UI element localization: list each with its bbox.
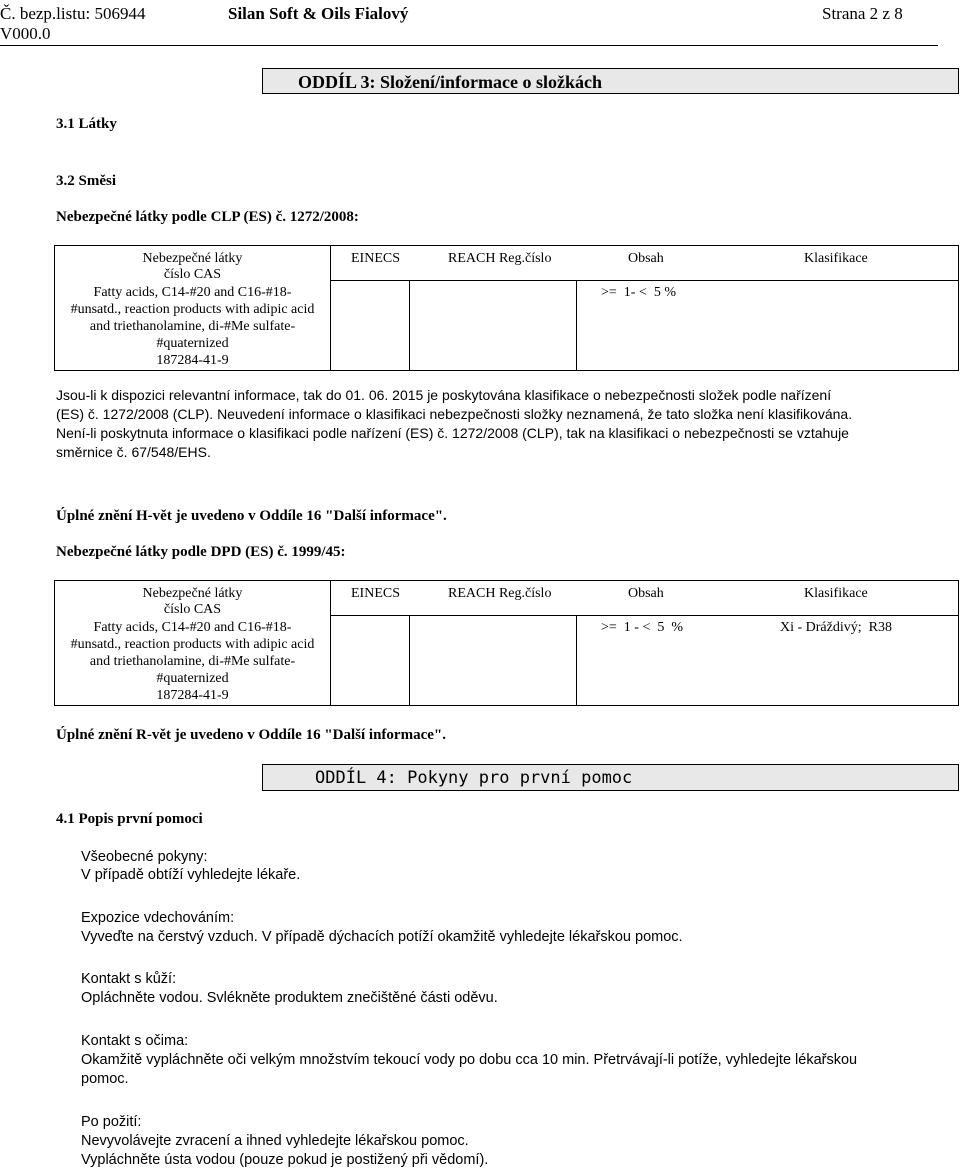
- clp-col-classification: Klasifikace: [804, 251, 868, 266]
- page-number: Strana 2 z 8: [822, 4, 903, 23]
- subsection-3-1: 3.1 Látky: [56, 116, 117, 132]
- section-3-title: ODDÍL 3: Složení/informace o složkách: [298, 72, 602, 92]
- header-rule: [0, 45, 938, 46]
- dpd-col-cas: číslo CAS: [163, 602, 222, 617]
- dpd-row-name: Fatty acids, C14-#20 and C16-#18- #unsatd., reaction products with adipic acid and triethanolamine, di-#Me sulfate- #quaternized 187284-41-9: [70, 620, 315, 703]
- general-advice-text: V případě obtíží vyhledejte lékaře.: [81, 867, 301, 883]
- clp-note: Jsou-li k dispozici relevantní informace, tak do 01. 06. 2015 je poskytována klasifikace o nebezpečnosti složek podle nařízení (ES) č. 1272/2008 (CLP). Neuvedení informace o klasifikaci nebezpečnosti složky neznamená, že tato složka není klasifikována. Není-li poskytnuta informace o klasifikaci podle nařízení (ES) č. 1272/2008 (CLP), tak na klasifikaci o nebezpečnosti se vztahuje směrnice č. 67/548/EHS.: [56, 387, 853, 460]
- clp-table: [54, 245, 959, 371]
- product-name: Silan Soft & Oils Fialový: [228, 4, 409, 23]
- eye-contact-text: Okamžitě vypláchněte oči velkým množstvím tekoucí vody po dobu cca 10 min. Přetrvávají-li potíže, vyhledejte lékařskou pomoc.: [81, 1052, 858, 1087]
- dpd-heading: Nebezpečné látky podle DPD (ES) č. 1999/45:: [56, 544, 346, 560]
- clp-row-content: >= 1- < 5 %: [601, 285, 677, 300]
- ingestion-text: Nevyvolávejte zvracení a ihned vyhledejte lékařskou pomoc. Vypláchněte ústa vodou (pouze pokud je postižený při vědomí).: [81, 1133, 489, 1168]
- clp-heading: Nebezpečné látky podle CLP (ES) č. 1272/2008:: [56, 209, 359, 225]
- ingestion-label: Po požití:: [81, 1114, 142, 1130]
- dpd-col-einecs: EINECS: [351, 586, 400, 601]
- subsection-3-2: 3.2 Směsi: [56, 173, 116, 189]
- clp-col-content: Obsah: [628, 251, 664, 266]
- clp-col-einecs: EINECS: [351, 251, 400, 266]
- skin-contact-label: Kontakt s kůží:: [81, 971, 177, 987]
- section-4-title: ODDÍL 4: Pokyny pro první pomoc: [315, 768, 633, 788]
- dpd-row-classification: Xi - Dráždivý; R38: [780, 620, 892, 635]
- dpd-col-substance: Nebezpečné látky: [142, 586, 243, 601]
- clp-col-cas: číslo CAS: [163, 267, 222, 282]
- version: V000.0: [0, 24, 51, 43]
- subsection-4-1: 4.1 Popis první pomoci: [56, 811, 203, 827]
- inhalation-label: Expozice vdechováním:: [81, 910, 235, 926]
- r-phrases-note: Úplné znění R-vět je uvedeno v Oddíle 16 "Další informace".: [56, 727, 446, 743]
- dpd-row-content: >= 1 - < 5 %: [601, 620, 684, 635]
- dpd-col-reach: REACH Reg.číslo: [448, 586, 552, 601]
- eye-contact-label: Kontakt s očima:: [81, 1033, 189, 1049]
- dpd-col-classification: Klasifikace: [804, 586, 868, 601]
- clp-col-substance: Nebezpečné látky: [142, 251, 243, 266]
- general-advice-label: Všeobecné pokyny:: [81, 849, 208, 865]
- dpd-table: [54, 580, 959, 706]
- inhalation-text: Vyveďte na čerstvý vzduch. V případě dýchacích potíží okamžitě vyhledejte lékařskou pomoc.: [81, 929, 683, 945]
- h-phrases-note: Úplné znění H-vět je uvedeno v Oddíle 16 "Další informace".: [56, 508, 447, 524]
- dpd-col-content: Obsah: [628, 586, 664, 601]
- skin-contact-text: Opláchněte vodou. Svlékněte produktem znečištěné části oděvu.: [81, 990, 498, 1006]
- clp-col-reach: REACH Reg.číslo: [448, 251, 552, 266]
- clp-row-name: Fatty acids, C14-#20 and C16-#18- #unsatd., reaction products with adipic acid and triethanolamine, di-#Me sulfate- #quaternized 187284-41-9: [70, 285, 315, 368]
- sheet-number: Č. bezp.listu: 506944: [0, 4, 146, 23]
